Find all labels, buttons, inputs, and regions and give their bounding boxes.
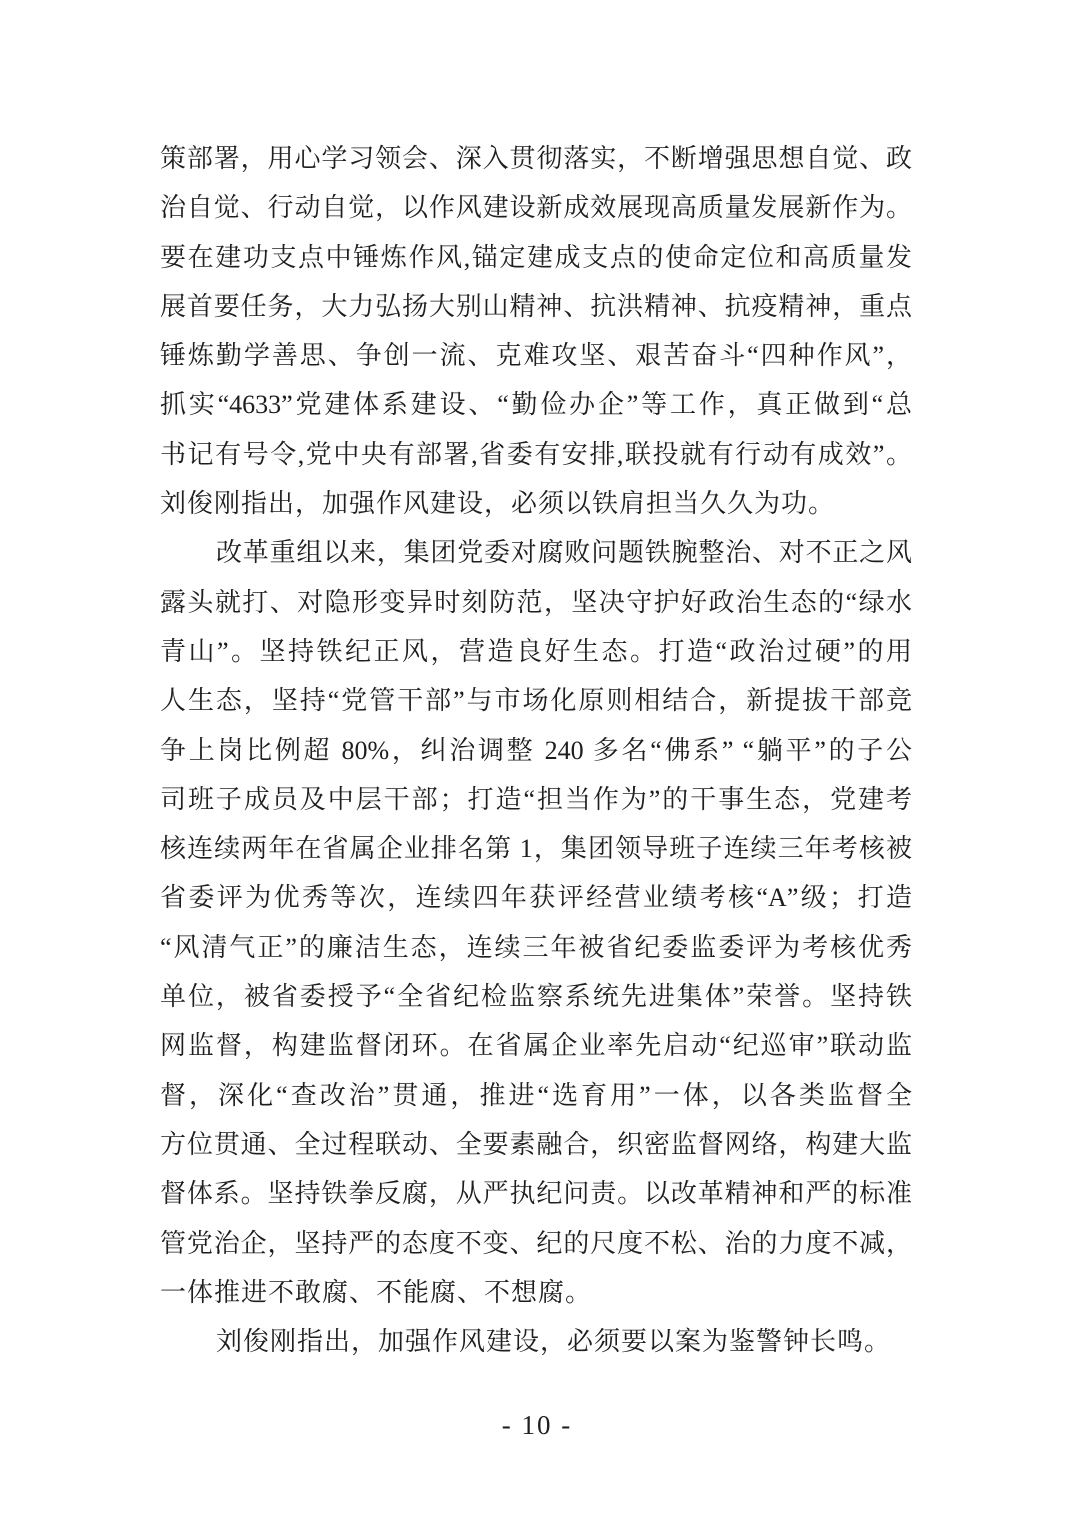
text-line paragraph-end: 刘俊刚指出，加强作风建设，必须以铁肩担当久久为功。 — [160, 489, 836, 519]
text-line: 青山”。坚持铁纪正风，营造良好生态。打造“政治过硬”的用 — [160, 636, 912, 666]
text-line: 策部署，用心学习领会、深入贯彻落实，不断增强思想自觉、政 — [160, 144, 912, 173]
text-line: 露头就打、对隐形变异时刻防范，坚决守护好政治生态的“绿水 — [160, 587, 912, 617]
text-line: 核连续两年在省属企业排名第 1，集团领导班子连续三年考核被 — [160, 834, 912, 864]
text-line paragraph-start: 改革重组以来，集团党委对腐败问题铁腕整治、对不正之风 — [216, 538, 912, 568]
text-line: 督，深化“查改治”贯通，推进“选育用”一体，以各类监督全 — [160, 1080, 912, 1110]
text-line paragraph-end: 一体推进不敢腐、不能腐、不想腐。 — [160, 1277, 593, 1307]
text-line: 单位，被省委授予“全省纪检监察系统先进集体”荣誉。坚持铁 — [160, 982, 912, 1012]
text-line: 方位贯通、全过程联动、全要素融合，织密监督网络，构建大监 — [160, 1129, 912, 1159]
page-number: - 10 - — [501, 1410, 573, 1440]
body-text-block — [160, 134, 912, 1366]
text-line: 管党治企，坚持严的态度不变、纪的尺度不松、治的力度不减， — [160, 1228, 912, 1258]
text-line: “风清气正”的廉洁生态，连续三年被省纪委监委评为考核优秀 — [160, 932, 912, 962]
text-line: 网监督，构建监督闭环。在省属企业率先启动“纪巡审”联动监 — [160, 1031, 912, 1061]
text-line: 要在建功支点中锤炼作风,锚定建成支点的使命定位和高质量发 — [160, 242, 912, 272]
text-line: 展首要任务，大力弘扬大别山精神、抗洪精神、抗疫精神，重点 — [160, 291, 912, 321]
text-line: 省委评为优秀等次，连续四年获评经营业绩考核“A”级；打造 — [160, 883, 912, 913]
text-line: 治自觉、行动自觉，以作风建设新成效展现高质量发展新作为。 — [160, 193, 912, 223]
text-line: 人生态，坚持“党管干部”与市场化原则相结合，新提拔干部竞 — [160, 686, 912, 716]
text-line paragraph-start: 刘俊刚指出，加强作风建设，必须要以案为鉴警钟长鸣。 — [216, 1327, 892, 1357]
text-line: 抓实“4633”党建体系建设、“勤俭办企”等工作，真正做到“总 — [160, 390, 912, 420]
text-line: 书记有号令,党中央有部署,省委有安排,联投就有行动有成效”。 — [160, 439, 912, 469]
text-line: 争上岗比例超 80%，纠治调整 240 多名“佛系” “躺平”的子公 — [160, 735, 912, 765]
text-line: 司班子成员及中层干部；打造“担当作为”的干事生态，党建考 — [160, 784, 912, 814]
text-line: 锤炼勤学善思、争创一流、克难攻坚、艰苦奋斗“四种作风”， — [160, 341, 912, 371]
text-line: 督体系。坚持铁拳反腐，从严执纪问责。以改革精神和严的标准 — [160, 1179, 912, 1209]
